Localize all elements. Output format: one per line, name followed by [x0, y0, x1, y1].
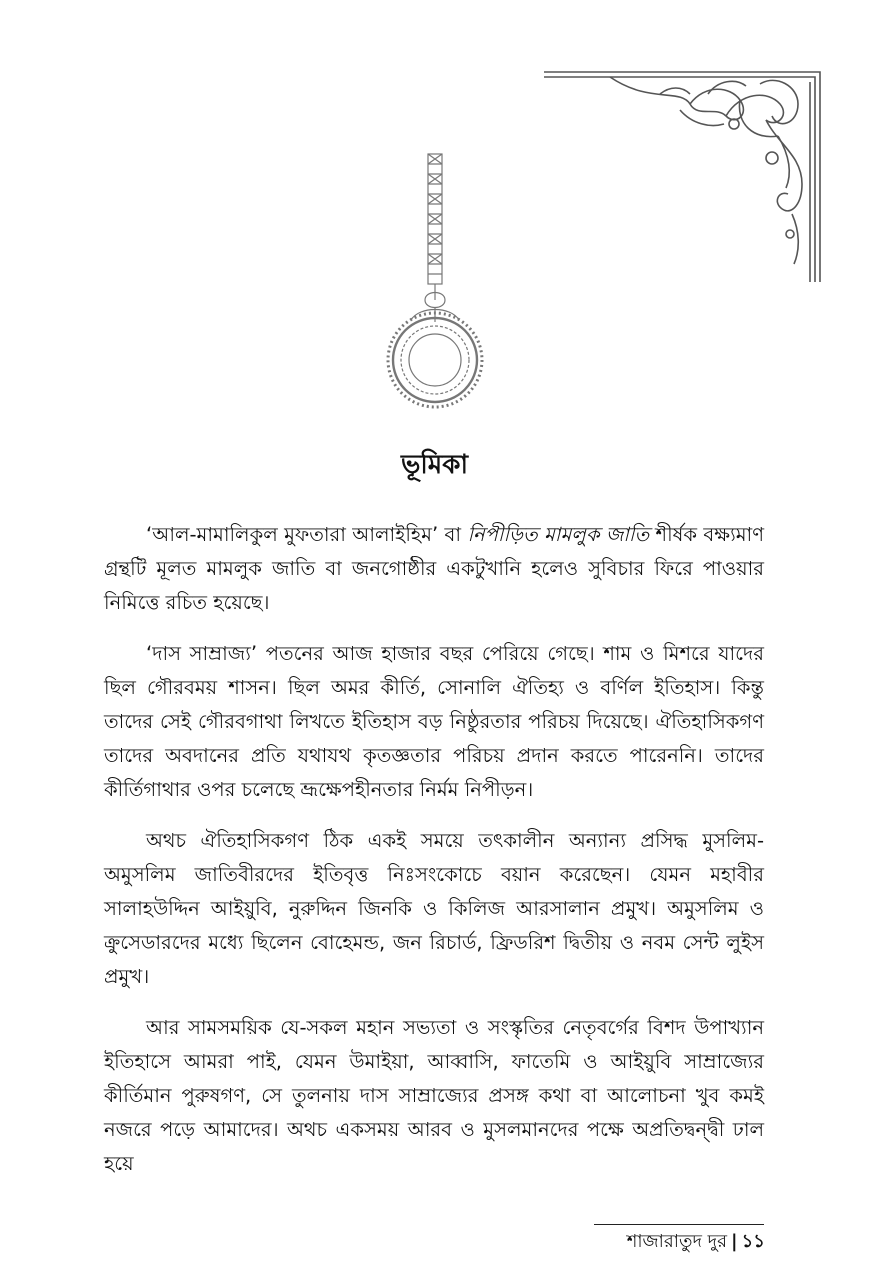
page-footer [627, 1229, 765, 1255]
paragraph-text: শীর্ষক বক্ষ্যমাণ গ্রন্থটি মূলত মামলুক জাতি বা জনগোষ্ঠীর একটুখানি হলেও সুবিচার ফিরে পাওয়ার নিমিত্তে রচিত হয়েছে। [104, 523, 764, 614]
footer-rule [594, 1224, 764, 1225]
corner-flourish-icon [540, 64, 830, 286]
paragraph: আর সামসময়িক যে-সকল মহান সভ্যতা ও সংস্কৃতির নেতৃবর্গের বিশদ উপাখ্যান ইতিহাসে আমরা পাই, যেমন উমাইয়া, আব্বাসি, ফাতেমি ও আইয়ুবি সাম্রাজ্যের কীর্তিমান পুরুষগণ, সে তুলনায় দাস সাম্রাজ্যের প্রসঙ্গ কথা বা আলোচনা খুব কমই নজরে পড়ে আমাদের। অথচ একসময় আরব ও মুসলমানদের পক্ষে অপ্রতিদ্বন্দ্বী ঢাল হয়ে [104, 1016, 764, 1175]
paragraph: ‘দাস সাম্রাজ্য’ পতনের আজ হাজার বছর পেরিয়ে গেছে। শাম ও মিশরে যাদের ছিল গৌরবময় শাসন। ছিল অমর কীর্তি, সোনালি ঐতিহ্য ও বর্ণিল ইতিহাস। কিন্তু তাদের সেই গৌরবগাথা লিখতে ইতিহাস বড় নিষ্ঠুরতার পরিচয় দিয়েছে। ঐতিহাসিকগণ তাদের অবদানের প্রতি যথাযথ কৃতজ্ঞতার পরিচয় প্রদান করতে পারেননি। তাদের কীর্তিগাথার ওপর চলেছে ভ্রূক্ষেপহীনতার নির্মম নিপীড়ন। [104, 642, 764, 801]
paragraph [104, 518, 764, 620]
paragraph: অথচ ঐতিহাসিকগণ ঠিক একই সময়ে তৎকালীন অন্যান্য প্রসিদ্ধ মুসলিম-অমুসলিম জাতিবীরদের ইতিবৃত্ত নিঃসংকোচে বয়ান করেছেন। যেমন মহাবীর সালাহউদ্দিন আইয়ুবি, নুরুদ্দিন জিনকি ও কিলিজ আরসালান প্রমুখ। অমুসলিম ও ক্রুসেডারদের মধ্যে ছিলেন বোহেমন্ড, জন রিচার্ড, ফ্রিডরিশ দ্বিতীয় ও নবম সেন্ট লুইস প্রমুখ। [104, 829, 764, 988]
pendant-medallion-icon [385, 150, 485, 420]
emphasized-book-title: নিপীড়িত মামলুক জাতি [467, 523, 650, 546]
running-title: শাজারাতুদ দুর [626, 1231, 728, 1252]
page-title: ভূমিকা [401, 450, 468, 480]
body-text [104, 518, 764, 1198]
footer-separator: | [731, 1231, 738, 1252]
paragraph-text: ‘আল-মামালিকুল মুফতারা আলাইহিম’ বা [146, 523, 468, 546]
page-number: ১১ [741, 1231, 765, 1252]
